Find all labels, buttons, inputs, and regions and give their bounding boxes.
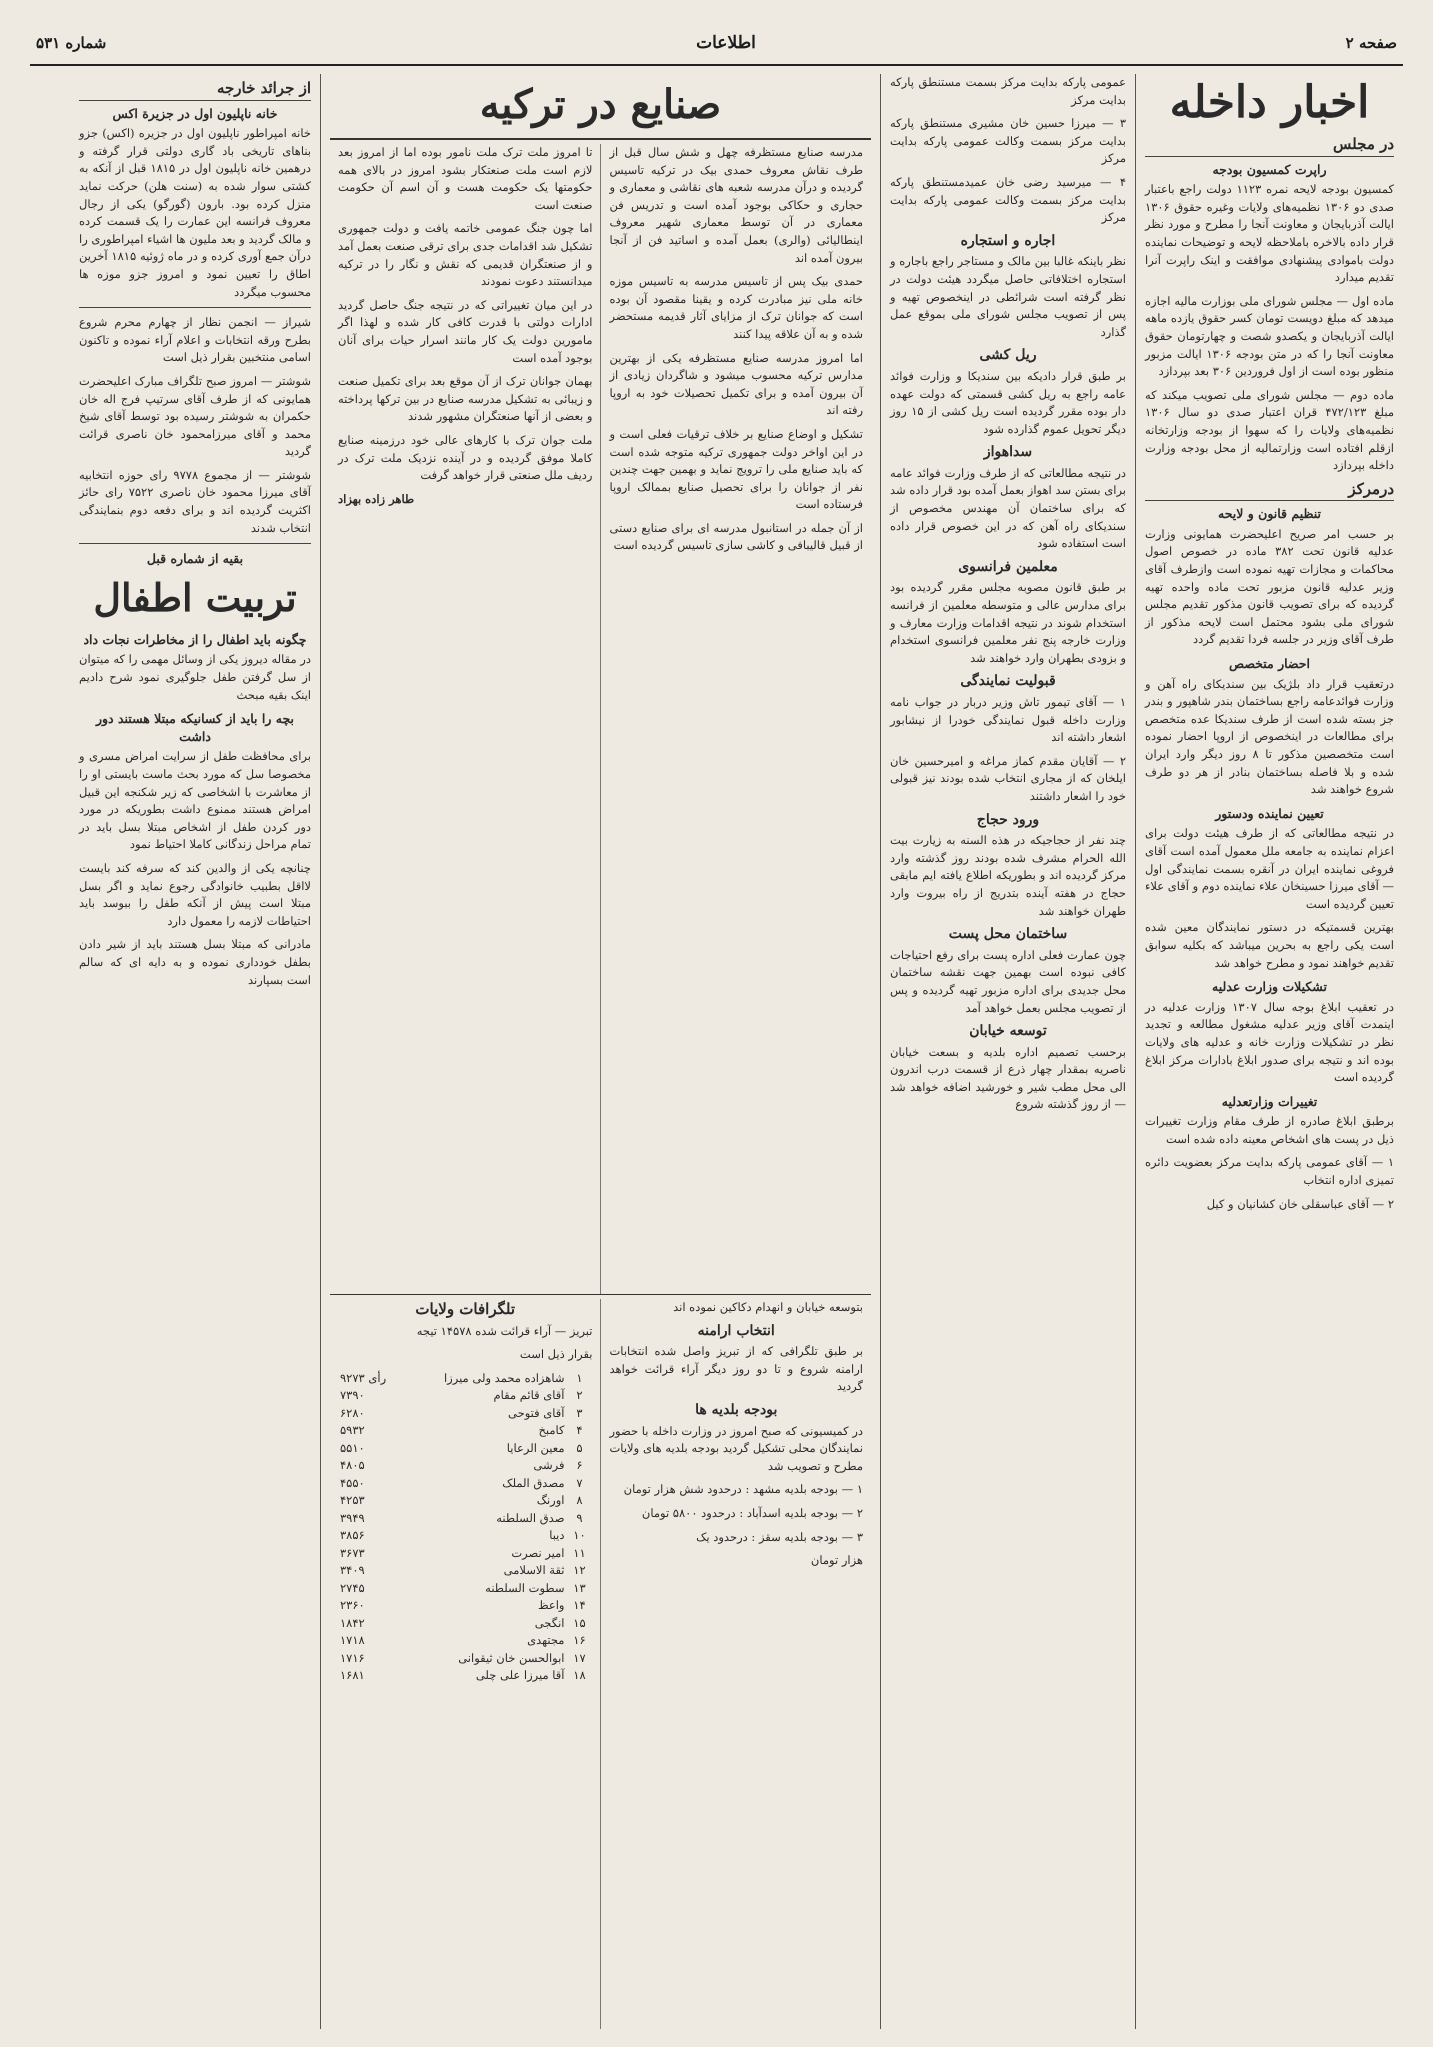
article-text: تشکیل و اوضاع صنایع بر خلاف ترقیات فعلی است و در این اواخر دولت جمهوری ترکیه متوجه شده است که باید صنایع ملی را ترویج نماید و بهمین جهت چندین نفر از جوانان را برای تحصیل صنایع بممالک اروپا فرستاده است bbox=[609, 426, 863, 512]
table-row bbox=[338, 1370, 592, 1388]
votes-cell: ۲۷۴۵ bbox=[340, 1580, 365, 1595]
table-row bbox=[338, 1650, 592, 1668]
author-name: طاهر زاده بهزاد bbox=[338, 491, 415, 506]
article-text: در نتیجه مطالعاتی که از طرف وزارت فوائد عامه برای بستن سد اهواز بعمل آمده بود قرار داده شد که برای ساختمان آن مهندس مخصوص از سندیکای راه آهن که در این خصوص قرار داده است استفاده شود bbox=[890, 465, 1126, 551]
article-text: ۱ — آقای تیمور تاش وزیر دربار در جواب نامه وزارت داخله قبول نمایندگی خودرا از نیشابور اشعار داشته اند bbox=[890, 695, 1126, 745]
budget-commission-heading: راپرت کمسیون بودجه bbox=[1212, 161, 1327, 177]
rank-cell: ۱۶ bbox=[573, 1633, 586, 1648]
table-row bbox=[338, 1667, 592, 1685]
street-heading: توسعه خیابان bbox=[969, 1023, 1047, 1040]
representative-heading: تعیین نماینده ودستور bbox=[1215, 805, 1324, 821]
candidate-cell: ثقة الاسلامی bbox=[503, 1563, 565, 1578]
article-text: بر طبق قانون مصوبه مجلس مقرر گردیده بود برای مدارس عالی و متوسطه معلمین از فرانسه استخدام شوند در نتیجه اقدامات وزارت معارف و وزارت خارجه پنج نفر معلمین فرانسوی استخدام و بزودی بطهران وارد خواهند شد bbox=[890, 580, 1126, 665]
votes-cell: ۶۲۸۰ bbox=[340, 1405, 365, 1420]
article-text: ۳ — بودجه بلدیه سقز : درحدود یک bbox=[696, 1529, 863, 1544]
domestic-news-title: اخبار داخله bbox=[1169, 77, 1370, 128]
telegrams-intro: بقرار ذیل است bbox=[519, 1347, 593, 1362]
rank-cell: ۲ bbox=[576, 1388, 583, 1403]
article-text: بر حسب امر صریح اعلیحضرت همایونی وزارت عدلیه قانون تحت ۳۸۲ ماده در خصوص اصول محاکمات و مجازات تهیه نموده است وازطرف آقای وزیر عدلیه قانون مزبور تحت ماده واحده تهیه گردیده که برای تصویب قانون مذکور تقدیم مجلس شورای ملی بشود محتمل است لایحه مذکور از طرف آقای وزیر در جلسه فردا تقدیم گردد bbox=[1145, 526, 1394, 647]
table-row bbox=[338, 1527, 592, 1545]
rank-cell: ۳ bbox=[576, 1405, 583, 1420]
article-text: مدرسه صنایع مستظرفه چهل و شش سال قبل از طرف نقاش معروف حمدی بیک در ترکیه تاسیس گردیده و درآن مدرسه شعبه های نقاشی و معماری و حجاری و حکاکی بوجود آمده است و تدریس فن معماری در آن توسط معماری شهیر معروف اینطالیائی (والری) بعمل آمده و اساتید فن از آنجا بیرون آمده اند bbox=[609, 145, 863, 265]
rank-cell: ۷ bbox=[576, 1475, 583, 1490]
votes-cell: ۹۲۷۳ رأی bbox=[340, 1370, 387, 1385]
table-row bbox=[338, 1422, 592, 1440]
lease-heading: اجاره و استجاره bbox=[960, 232, 1056, 249]
keep-away-heading: بچه را باید از کسانیکه مبتلا هستند دور داشت bbox=[95, 711, 294, 744]
candidate-cell: انگجی bbox=[534, 1615, 565, 1630]
candidate-cell: آقای قائم مقام bbox=[493, 1388, 565, 1403]
article-text: ۱ — آقای عمومی پارکه بدایت مرکز بعضویت دائره تمیزی اداره انتخاب bbox=[1145, 1155, 1394, 1188]
votes-cell: ۴۸۰۵ bbox=[340, 1458, 365, 1473]
article-text: بتوسعه خیابان و انهدام دکاکین نموده اند bbox=[673, 1300, 863, 1314]
table-row bbox=[338, 1405, 592, 1423]
article-text: ماده اول — مجلس شورای ملی بوزارت مالیه اجازه میدهد که مبلغ دویست تومان کسر حقوق یازده ماهه ایالت آذربایجان و یکصدو شصت و چهارتومان حقوق معاونت آنجا را که در متن بودجه ۱۳۰۶ ایالت مزبور منظور بوده است از اول فروردین ۳۰۶ بعد بپردازد bbox=[1145, 293, 1395, 379]
votes-cell: ۷۳۹۰ bbox=[340, 1388, 365, 1403]
section-center: درمرکز bbox=[1145, 481, 1394, 502]
rank-cell: ۱۵ bbox=[573, 1615, 586, 1630]
french-teachers-heading: معلمین فرانسوی bbox=[958, 558, 1058, 575]
rank-cell: ۸ bbox=[576, 1493, 583, 1508]
article-text: برطبق ابلاغ صادره از طرف مقام وزارت تغییرات ذیل در پست های اشخاص معینه داده شده است bbox=[1145, 1114, 1394, 1146]
votes-cell: ۴۲۵۳ bbox=[340, 1493, 365, 1508]
table-row bbox=[338, 1615, 592, 1633]
article-text: در کمیسیونی که صبح امروز در وزارت داخله با حضور نمایندگان محلی تشکیل گردید بودجه بلدیه های ولایات مطرح و تصویب شد bbox=[609, 1423, 863, 1473]
telegrams-title: تلگرافات ولایات bbox=[415, 1300, 516, 1318]
section-majlis: در مجلس bbox=[1145, 136, 1394, 157]
candidate-cell: صدق السلطنه bbox=[496, 1510, 565, 1525]
article-text: اما چون جنگ عمومی خاتمه یافت و دولت جمهوری تشکیل شد اقدامات جدی برای ترقی صنعت بعمل آمد و از صنعتگران قدیمی که نقش و نگار را در ترکیه میدانستند دعوت نمودند bbox=[338, 221, 593, 289]
votes-cell: ۳۶۷۳ bbox=[340, 1545, 365, 1560]
divider bbox=[79, 307, 311, 308]
candidate-cell: اورنگ bbox=[536, 1493, 565, 1508]
article-text: خانه امپراطور ناپلیون اول در جزیره (اکس) جزو بناهای تاریخی باد گاری دولتی قرار گرفته و درهمین خانه ناپلیون اول در ۱۸۱۵ قبل از آنکه به کشتی سوار شده به (سنت هلن) حرکت نماید منزل کرده بود. بارون (گورگو) یکی از رجال معروف فرانسه این عمارت را یک قسمت کرده و مالک گردید و بعد ملیون ها اشیاء امپراطوری را درآن جمع آوری کرده و در ماه ژوئیه ۱۸۱۵ آخرین اطاق را تعیین نمود و امروز جزو موزه ها محسوب میگردد bbox=[79, 126, 312, 299]
feature-block bbox=[320, 74, 880, 2029]
armenian-budget-column bbox=[600, 1299, 871, 2029]
article-text: در تعقیب ابلاغ بوجه سال ۱۳۰۷ وزارت عدلیه در اینمدت آقای وزیر عدلیه مشغول مطالعه و تجدید نظر در تشکیلات وزارت خانه و عدلیه های ولایات بوده اند و نتیجه برای صدور ابلاغ بادارات مرکز ابلاغ گردیده است bbox=[1145, 999, 1394, 1085]
article-text: در نتیجه مطالعاتی که از طرف هیئت دولت برای اعزام نماینده به جامعه ملل معمول آمده است آقای فروغی نماینده ایران در آنقره بسمت نمایندگی اول — آقای میرزا حسینخان علاء نماینده دوم و آقای علاء تعیین گردیده است bbox=[1145, 826, 1394, 911]
candidate-cell: مصدق الملک bbox=[502, 1475, 565, 1490]
candidate-cell: معین الرعایا bbox=[506, 1440, 565, 1455]
votes-cell: ۱۷۱۸ bbox=[340, 1633, 365, 1648]
foreign-press-label: از جرائد خارجه bbox=[79, 80, 311, 101]
telegrams-subtitle: تبریز — آراء قرائت شده ۱۴۵۷۸ تیجه bbox=[416, 1323, 593, 1338]
divider bbox=[79, 543, 311, 544]
article-text: حمدی بیک پس از تاسیس مدرسه به تاسیس موزه خانه ملی نیز مبادرت کرده و یقینا مقصود آن بوده است که جوانان ترک از مزایای آثار قدیمه مستحضر شده و به آن علاقه پیدا کنند bbox=[609, 274, 863, 341]
rank-cell: ۱۱ bbox=[573, 1545, 586, 1560]
article-text: بر طبق قرار دادیکه بین سندیکا و وزارت فوائد عامه راجع به ریل کشی قسمتی که دولت عهده دار بوده مقرر گردیده است ریل کشی از ۱۵ روز دیگر تحویل عموم گذارده شود bbox=[890, 368, 1126, 436]
candidate-cell: آقا میرزا علی چلی bbox=[475, 1668, 565, 1683]
bottom-columns bbox=[330, 1294, 871, 2029]
candidate-cell: کامبخ bbox=[538, 1423, 565, 1438]
rank-cell: ۱۲ bbox=[573, 1563, 586, 1578]
table-row bbox=[338, 1387, 592, 1405]
law-heading: تنظیم قانون و لایحه bbox=[1218, 506, 1321, 522]
table-row bbox=[338, 1440, 592, 1458]
justice-org-heading: تشکیلات وزارت عدلیه bbox=[1212, 979, 1327, 995]
votes-cell: ۵۵۱۰ bbox=[340, 1440, 365, 1455]
acceptance-heading: قبولیت نمایندگی bbox=[960, 673, 1056, 690]
article-text: ۲ — آقای عباسقلی خان کشانیان و کیل bbox=[1206, 1196, 1394, 1211]
rank-cell: ۱۸ bbox=[573, 1668, 586, 1683]
article-text: تا امروز ملت ترک ملت نامور بوده اما از امروز بعد لازم است ملت صنعتکار بشود امروز در بالای همه حکومتها یک حکومت هست و آن اسم آن حکومت صنعت است bbox=[338, 145, 593, 212]
votes-cell: ۵۹۳۲ bbox=[340, 1423, 365, 1438]
article-text: ملت جوان ترک با کارهای عالی خود درزمینه صنایع کاملا موفق گردیده و در آینده نزدیک ملت ترک در ردیف ملل صنعتی قرار خواهد گرفت bbox=[338, 432, 593, 483]
municipal-budget-heading: بودجه بلدیه ها bbox=[695, 1401, 778, 1418]
article-text: بهمان جوانان ترک از آن موقع بعد برای تکمیل صنعت و زیبائی به تشکیل مدرسه صنایع در بین ترکها پرداخته و بعضی از آنها صنعتگران مشهور شدند bbox=[338, 374, 593, 424]
columns bbox=[30, 74, 1403, 2029]
article-text: شوشتر — از مجموع ۹۷۷۸ رای حوزه انتخابیه آقای میرزا محمود خان ناصری ۷۵۲۲ رای حائز اکثریت گردیده اند و برای دفعه دوم بنمایندگی انتخاب شدند bbox=[79, 467, 311, 535]
armenian-election-heading: انتخاب ارامنه bbox=[697, 1322, 775, 1339]
article-text: اما امروز مدرسه صنایع مستظرفه یکی از بهترین مدارس ترکیه محسوب میشود و شاگردان زیادی از آن بیرون آمده و برای تکمیل تحصیلات خود به اروپا رفته اند bbox=[609, 350, 863, 418]
article-text: درتعقیب قرار داد بلژیک بین سندیکای راه آهن و وزارت فوائدعامه راجع بساختمان بندر شاهپور و بندر جز بسته شده است از طرف سندیکا عده متخصص برای مطالعات در اینخصوص از اروپا احضار نموده است متخصصین مذکور تا ۸ روز دیگر وارد ایران شده و بلا فاصله بساختمان بنادر از هر دو طرف شروع خواهند شد bbox=[1145, 676, 1395, 797]
candidate-cell: سطوت السلطنه bbox=[485, 1580, 565, 1595]
rank-cell: ۶ bbox=[576, 1458, 583, 1473]
feature-col-right bbox=[600, 144, 871, 1294]
paper-name: اطلاعات bbox=[696, 33, 756, 53]
table-row bbox=[338, 1545, 592, 1563]
candidate-cell: ابوالحسن خان ثیقوانی bbox=[458, 1650, 565, 1665]
telegrams-column bbox=[330, 1299, 600, 2029]
napoleon-heading: خانه ناپلیون اول در جزیرة اکس bbox=[112, 105, 278, 121]
candidate-cell: فرشی bbox=[533, 1458, 565, 1473]
article-text: برای محافظت طفل از سرایت امراض مسری و مخصوصا سل که مورد بحث ماست بایستی او را از معاشرت با اشخاصی که زیر شکنجه این قبیل امراض هستند ممنوع داشت بطوریکه در مورد دور کردن طفل از اشخاص مبتلا بسل باید در تمام مراحل زندگانی کاملا احتیاط نمود bbox=[79, 749, 311, 852]
table-row bbox=[338, 1632, 592, 1650]
rank-cell: ۱۰ bbox=[573, 1528, 586, 1543]
article-text: ۲ — آقایان مقدم کماز مراغه و امیرحسین خان ایلخان که از مجاری انتخاب شده بودند نیز قبولی خود را اشعار داشتند bbox=[890, 753, 1126, 803]
child-rearing-title: تربیت اطفال bbox=[93, 574, 297, 620]
article-text: از آن جمله در استانبول مدرسه ای برای صنایع دستی از قبیل قالیبافی و کاشی سازی تاسیس گردیده است bbox=[609, 520, 863, 553]
article-text: ۱ — بودجه بلدیه مشهد : درحدود شش هزار تومان bbox=[623, 1482, 863, 1497]
votes-cell: ۱۶۸۱ bbox=[340, 1668, 365, 1683]
votes-cell: ۳۴۰۹ bbox=[340, 1563, 365, 1578]
table-row bbox=[338, 1597, 592, 1615]
continued-label: بقیه از شماره قبل bbox=[146, 551, 244, 567]
candidate-cell: آقای فتوحی bbox=[508, 1405, 565, 1420]
specialist-heading: احضار متخصص bbox=[1229, 656, 1310, 672]
rank-cell: ۱۷ bbox=[573, 1650, 586, 1665]
article-text: مادرانی که مبتلا بسل هستند باید از شیر دادن بطفل خودداری نموده و به دایه ای که سالم است بسپارند bbox=[79, 937, 311, 987]
votes-table bbox=[338, 1370, 592, 1685]
feature-columns bbox=[330, 144, 871, 1294]
article-text: کمسیون بودجه لایحه نمره ۱۱۲۳ دولت راجع باعتبار صدی دو ۱۳۰۶ نظمیه‌های ولایات وغیره حقوق ۱۳۰۶ ایالت آذربایجان و معاونت آنجا را مطرح و مورد نظر قرار داده بالاخره باملاحظه لایحه و توضیحات نماینده دولت باموادی پیشنهادی موافقت و اینک راپرت آنرا تقدیم میدارد bbox=[1145, 182, 1395, 285]
article-text: در مقاله دیروز یکی از وسائل مهمی را که میتوان از سل گرفتن طفل جلوگیری نمود شرح دادیم اینک بقیه مبحث bbox=[79, 652, 311, 702]
ahvaz-dam-heading: سداهواز bbox=[983, 444, 1033, 461]
article-text: ۲ — بودجه بلدیه اسدآباد : درحدود ۵۸۰۰ تومان bbox=[641, 1505, 863, 1520]
votes-cell: ۱۷۱۶ bbox=[340, 1650, 365, 1665]
table-row bbox=[338, 1492, 592, 1510]
candidate-cell: مجتهدی bbox=[527, 1633, 565, 1648]
article-text: در این میان تغییراتی که در نتیجه جنگ حاصل گردید ادارات دولتی با قدرت کافی کار شده و لهذا اگر مامورین دولت یک کار مانند اسرار حیات برای آنان بوجود آمده است bbox=[338, 297, 593, 365]
votes-cell: ۳۹۴۹ bbox=[340, 1510, 365, 1525]
domestic-news-column bbox=[1135, 74, 1403, 2029]
votes-cell: ۴۵۵۰ bbox=[340, 1475, 365, 1490]
news-column-2 bbox=[880, 74, 1135, 2029]
article-text: عمومی پارکه بدایت مرکز بسمت مستنطق پارکه بدایت مرکز bbox=[890, 75, 1126, 107]
pilgrims-heading: ورود حجاج bbox=[976, 811, 1040, 828]
candidate-cell: واعظ bbox=[537, 1598, 565, 1613]
article-text: ۴ — میرسید رضی خان عمیدمستنطق پارکه بدایت مرکز بسمت وکالت عمومی پارکه بدایت مرکز bbox=[890, 174, 1126, 225]
justice-changes-heading: تغییرات وزارتعدلیه bbox=[1221, 1093, 1318, 1109]
feature-col-left bbox=[330, 144, 600, 1294]
article-text: بر طبق تلگرافی که از تبریز واصل شده انتخابات ارامنه شروع و تا دو روز دیگر آراء قرائت خواهد گردید bbox=[609, 1344, 863, 1394]
table-row bbox=[338, 1562, 592, 1580]
article-text: چنانچه یکی از والدین کند که سرفه کند بایست لااقل بطبیب خانوادگی رجوع نماید و اگر بسل مبتلا است پیش از آنکه طفل را ببوسد باید احتیاطات لازمه را معمول دارد bbox=[79, 860, 311, 928]
article-text: چون عمارت فعلی اداره پست برای رفع احتیاجات کافی نبوده است بهمین جهت نقشه ساختمان محل جدیدی برای اداره مزبور تهیه گردیده و پس از تصویب مجلس بعمل خواهد آمد bbox=[890, 947, 1126, 1015]
rank-cell: ۴ bbox=[576, 1423, 583, 1438]
feature-title: صنایع در ترکیه bbox=[330, 80, 871, 140]
article-text: چند نفر از حجاجیکه در هذه السنه به زیارت بیت الله الحرام مشرف شده بودند روز گذشته وارد مرکز گردیده اند و بطوریکه اطلاع یافته ایم مابقی حجاج در هفته آینده بتدریج از راه بیروت وارد طهران خواهند شد bbox=[890, 833, 1126, 918]
post-building-heading: ساختمان محل پست bbox=[948, 926, 1068, 943]
article-text: شوشتر — امروز صبح تلگراف مبارک اعلیحضرت همایونی که از طرف آقای سرتیپ فرج اله خان حکمران به شوشتر رسیده بود توسط آقای شیخ محمد و آقای میرزامحمود خان ناصری قرائت گردید bbox=[79, 373, 311, 459]
article-text: ۳ — میرزا حسین خان مشیری مستنطق پارکه بدایت مرکز بسمت وکالت عمومی پارکه بدایت مرکز bbox=[890, 116, 1126, 166]
article-text: بهترین قسمتیکه در دستور نمایندگان معین شده است یکی راجع به بحرین میباشد که بکلیه سوابق تقدیم خواهند نمود و مطرح خواهد شد bbox=[1145, 920, 1394, 970]
rank-cell: ۹ bbox=[576, 1510, 583, 1525]
candidate-cell: امیر نصرت bbox=[511, 1545, 565, 1560]
table-row bbox=[338, 1580, 592, 1598]
article-text: نظر باینکه غالبا بین مالک و مستاجر راجع باجاره و استجاره اختلافاتی حاصل میگردد هیئت دولت در نظر گرفته است شرائطی در اینخصوص تهیه و پس از تصویب مجلس شورای ملی بموقع عمل گذارد bbox=[890, 254, 1126, 339]
table-row bbox=[338, 1457, 592, 1475]
votes-cell: ۳۸۵۶ bbox=[340, 1528, 365, 1543]
masthead bbox=[30, 28, 1403, 66]
article-text: شیراز — انجمن نظار از چهارم محرم شروع بطرح ورقه انتخابات و اعلام آراء نموده و تاکنون اسامی منتخبین بقرار ذیل است bbox=[79, 315, 311, 365]
candidate-cell: شاهزاده محمد ولی میرزا bbox=[443, 1370, 565, 1385]
candidate-cell: دیبا bbox=[549, 1528, 565, 1543]
child-danger-heading: چگونه باید اطفال را از مخاطرات نجات داد bbox=[83, 631, 307, 647]
foreign-press-column bbox=[70, 74, 320, 2029]
table-row bbox=[338, 1510, 592, 1528]
votes-cell: ۲۳۶۰ bbox=[340, 1598, 365, 1613]
article-text: ماده دوم — مجلس شورای ملی تصویب میکند که مبلغ ۴۷۲/۱۲۳ قران اعتبار صدی دو سال ۱۳۰۶ نظمیه‌های ولایات را که سهوا از بودجه وزارتخانه ازقلم افتاده است وزارتمالیه از محل بودجه وزارت داخله بپردازد bbox=[1145, 387, 1394, 473]
page-number: صفحه ۲ bbox=[1345, 34, 1397, 52]
votes-cell: ۱۸۴۲ bbox=[340, 1615, 365, 1630]
issue-number: شماره ۵۳۱ bbox=[36, 34, 107, 52]
rail-heading: ریل کشی bbox=[979, 347, 1037, 364]
rank-cell: ۱ bbox=[576, 1370, 583, 1385]
article-text: برحسب تصمیم اداره بلدیه و بسعت خیابان ناصریه بمقدار چهار ذرع از قسمت درب اندرون الی محل مطب شیر و خورشید اضافه خواهد شد — از روز گذشته شروع bbox=[890, 1044, 1126, 1112]
rank-cell: ۱۴ bbox=[573, 1598, 586, 1613]
article-text: هزار تومان bbox=[810, 1553, 863, 1568]
table-row bbox=[338, 1475, 592, 1493]
rank-cell: ۱۳ bbox=[573, 1580, 586, 1595]
rank-cell: ۵ bbox=[576, 1440, 583, 1455]
